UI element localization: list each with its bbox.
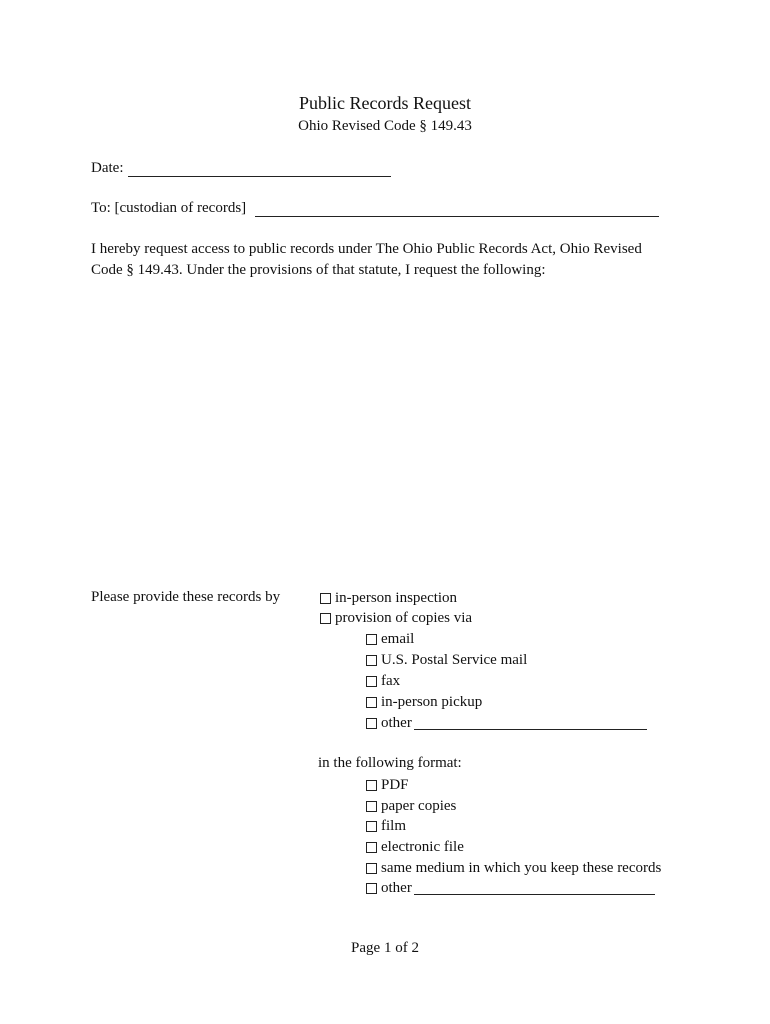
method-label: in-person pickup (381, 694, 483, 710)
checkbox[interactable] (366, 801, 377, 812)
option-provision-of-copies[interactable] (320, 608, 472, 629)
format-film[interactable] (366, 816, 406, 837)
date-label: Date: (91, 160, 124, 176)
format-option-label: PDF (381, 777, 409, 793)
method-email[interactable] (366, 629, 414, 650)
page-title: Public Records Request (299, 93, 471, 113)
method-other[interactable] (366, 713, 412, 734)
checkbox[interactable] (366, 697, 377, 708)
format-other[interactable] (366, 878, 412, 899)
format-electronic-file[interactable] (366, 837, 464, 858)
checkbox[interactable] (366, 780, 377, 791)
format-other-field[interactable] (414, 894, 655, 895)
checkbox[interactable] (320, 613, 331, 624)
method-label: email (381, 631, 415, 647)
method-other-field[interactable] (414, 729, 647, 730)
format-option-label: same medium in which you keep these records (381, 860, 662, 876)
option-label: in-person inspection (335, 590, 458, 606)
date-field[interactable] (128, 176, 391, 177)
checkbox[interactable] (366, 634, 377, 645)
page-subtitle: Ohio Revised Code § 149.43 (298, 118, 472, 134)
method-postal-mail[interactable] (366, 650, 527, 671)
format-pdf[interactable] (366, 775, 409, 796)
option-label: provision of copies via (335, 610, 473, 626)
method-label: fax (381, 673, 401, 689)
method-in-person-pickup[interactable] (366, 692, 482, 713)
checkbox[interactable] (366, 676, 377, 687)
custodian-field[interactable] (255, 216, 659, 217)
method-label: other (381, 715, 412, 731)
format-option-label: paper copies (381, 798, 457, 814)
to-label: To: [custodian of records] (91, 200, 247, 216)
method-fax[interactable] (366, 671, 400, 692)
format-option-label: other (381, 880, 412, 896)
checkbox[interactable] (366, 842, 377, 853)
checkbox[interactable] (366, 883, 377, 894)
delivery-label: Please provide these records by (91, 589, 281, 605)
checkbox[interactable] (366, 718, 377, 729)
method-label: U.S. Postal Service mail (381, 652, 528, 668)
checkbox[interactable] (366, 821, 377, 832)
format-label: in the following format: (318, 755, 462, 771)
checkbox[interactable] (320, 593, 331, 604)
format-same-medium[interactable] (366, 858, 661, 879)
checkbox[interactable] (366, 863, 377, 874)
page-number: Page 1 of 2 (351, 940, 419, 956)
format-paper-copies[interactable] (366, 796, 456, 817)
option-in-person-inspection[interactable] (320, 588, 457, 609)
format-option-label: electronic file (381, 839, 464, 855)
intro-paragraph: I hereby request access to public records under The Ohio Public Records Act, Ohio Revised Code § 149.43. Under the provisions of that statute, I request the following: (91, 241, 642, 278)
format-option-label: film (381, 818, 406, 834)
checkbox[interactable] (366, 655, 377, 666)
